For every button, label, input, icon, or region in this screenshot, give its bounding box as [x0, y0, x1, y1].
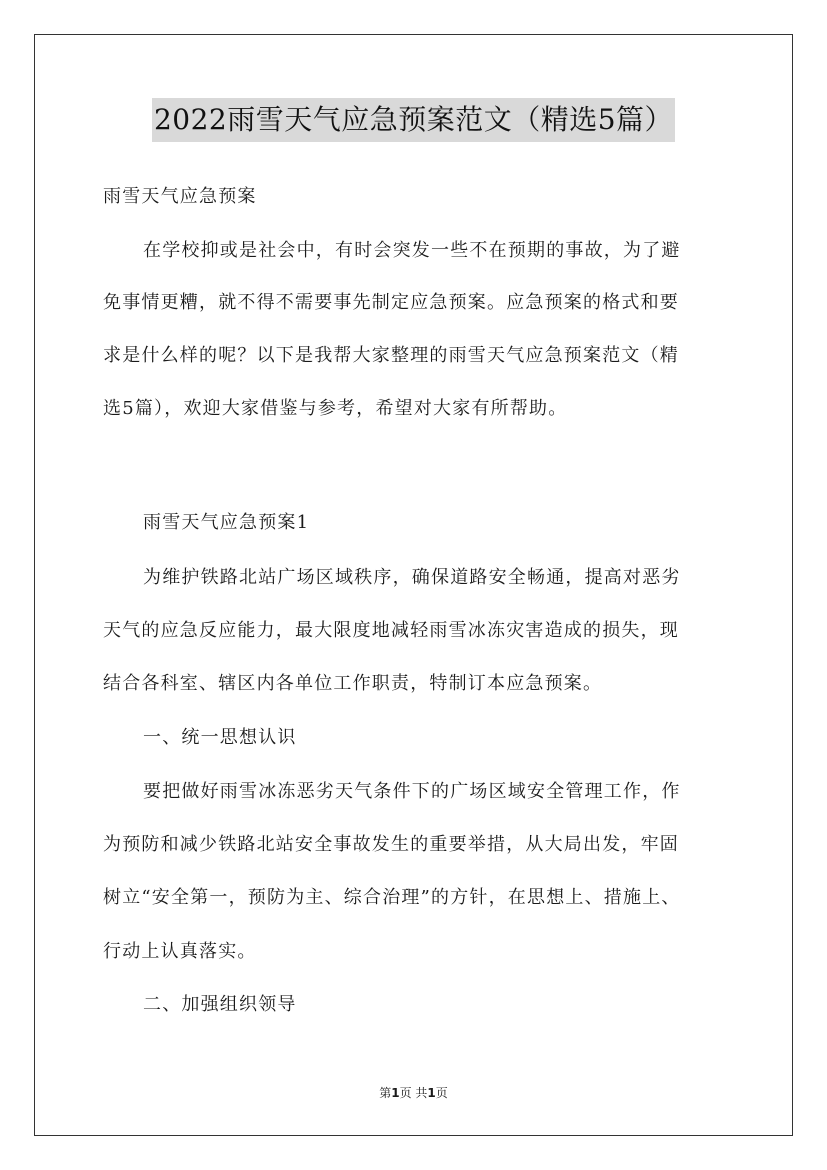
paragraph-line: 免事情更糟，就不得不需要事先制定应急预案。应急预案的格式和要 [103, 292, 679, 313]
subsection-heading: 一、统一思想认识 [143, 727, 297, 748]
footer-suffix: 页 [435, 1086, 448, 1100]
section-heading: 雨雪天气应急预案 [103, 186, 257, 207]
page-footer [0, 1084, 827, 1101]
paragraph-line: 为维护铁路北站广场区域秩序，确保道路安全畅通，提高对恶劣 [143, 567, 681, 588]
paragraph-line: 树立“安全第一，预防为主、综合治理”的方针，在思想上、措施上、 [103, 887, 681, 908]
paragraph-line: 为预防和减少铁路北站安全事故发生的重要举措，从大局出发，牢固 [103, 834, 679, 855]
paragraph-line: 行动上认真落实。 [103, 941, 257, 962]
paragraph-line: 求是什么样的呢？以下是我帮大家整理的雨雪天气应急预案范文（精 [103, 345, 679, 366]
paragraph-line: 结合各科室、辖区内各单位工作职责，特制订本应急预案。 [103, 673, 603, 694]
footer-prefix: 第 [379, 1086, 392, 1100]
subsection-heading: 雨雪天气应急预案1 [143, 512, 310, 533]
footer-page-number: 1 [391, 1086, 400, 1100]
paragraph-line: 天气的应急反应能力，最大限度地减轻雨雪冰冻灾害造成的损失，现 [103, 620, 679, 641]
footer-mid: 页 共 [399, 1086, 428, 1100]
paragraph-line: 在学校抑或是社会中，有时会突发一些不在预期的事故，为了避 [143, 240, 681, 261]
title-container [0, 98, 827, 142]
paragraph-line: 选5篇），欢迎大家借鉴与参考，希望对大家有所帮助。 [103, 398, 568, 419]
paragraph-line: 要把做好雨雪冰冻恶劣天气条件下的广场区域安全管理工作，作 [143, 781, 681, 802]
subsection-heading: 二、加强组织领导 [143, 994, 297, 1015]
document-title: 2022雨雪天气应急预案范文（精选5篇） [152, 98, 675, 142]
footer-total-pages: 1 [427, 1086, 436, 1100]
